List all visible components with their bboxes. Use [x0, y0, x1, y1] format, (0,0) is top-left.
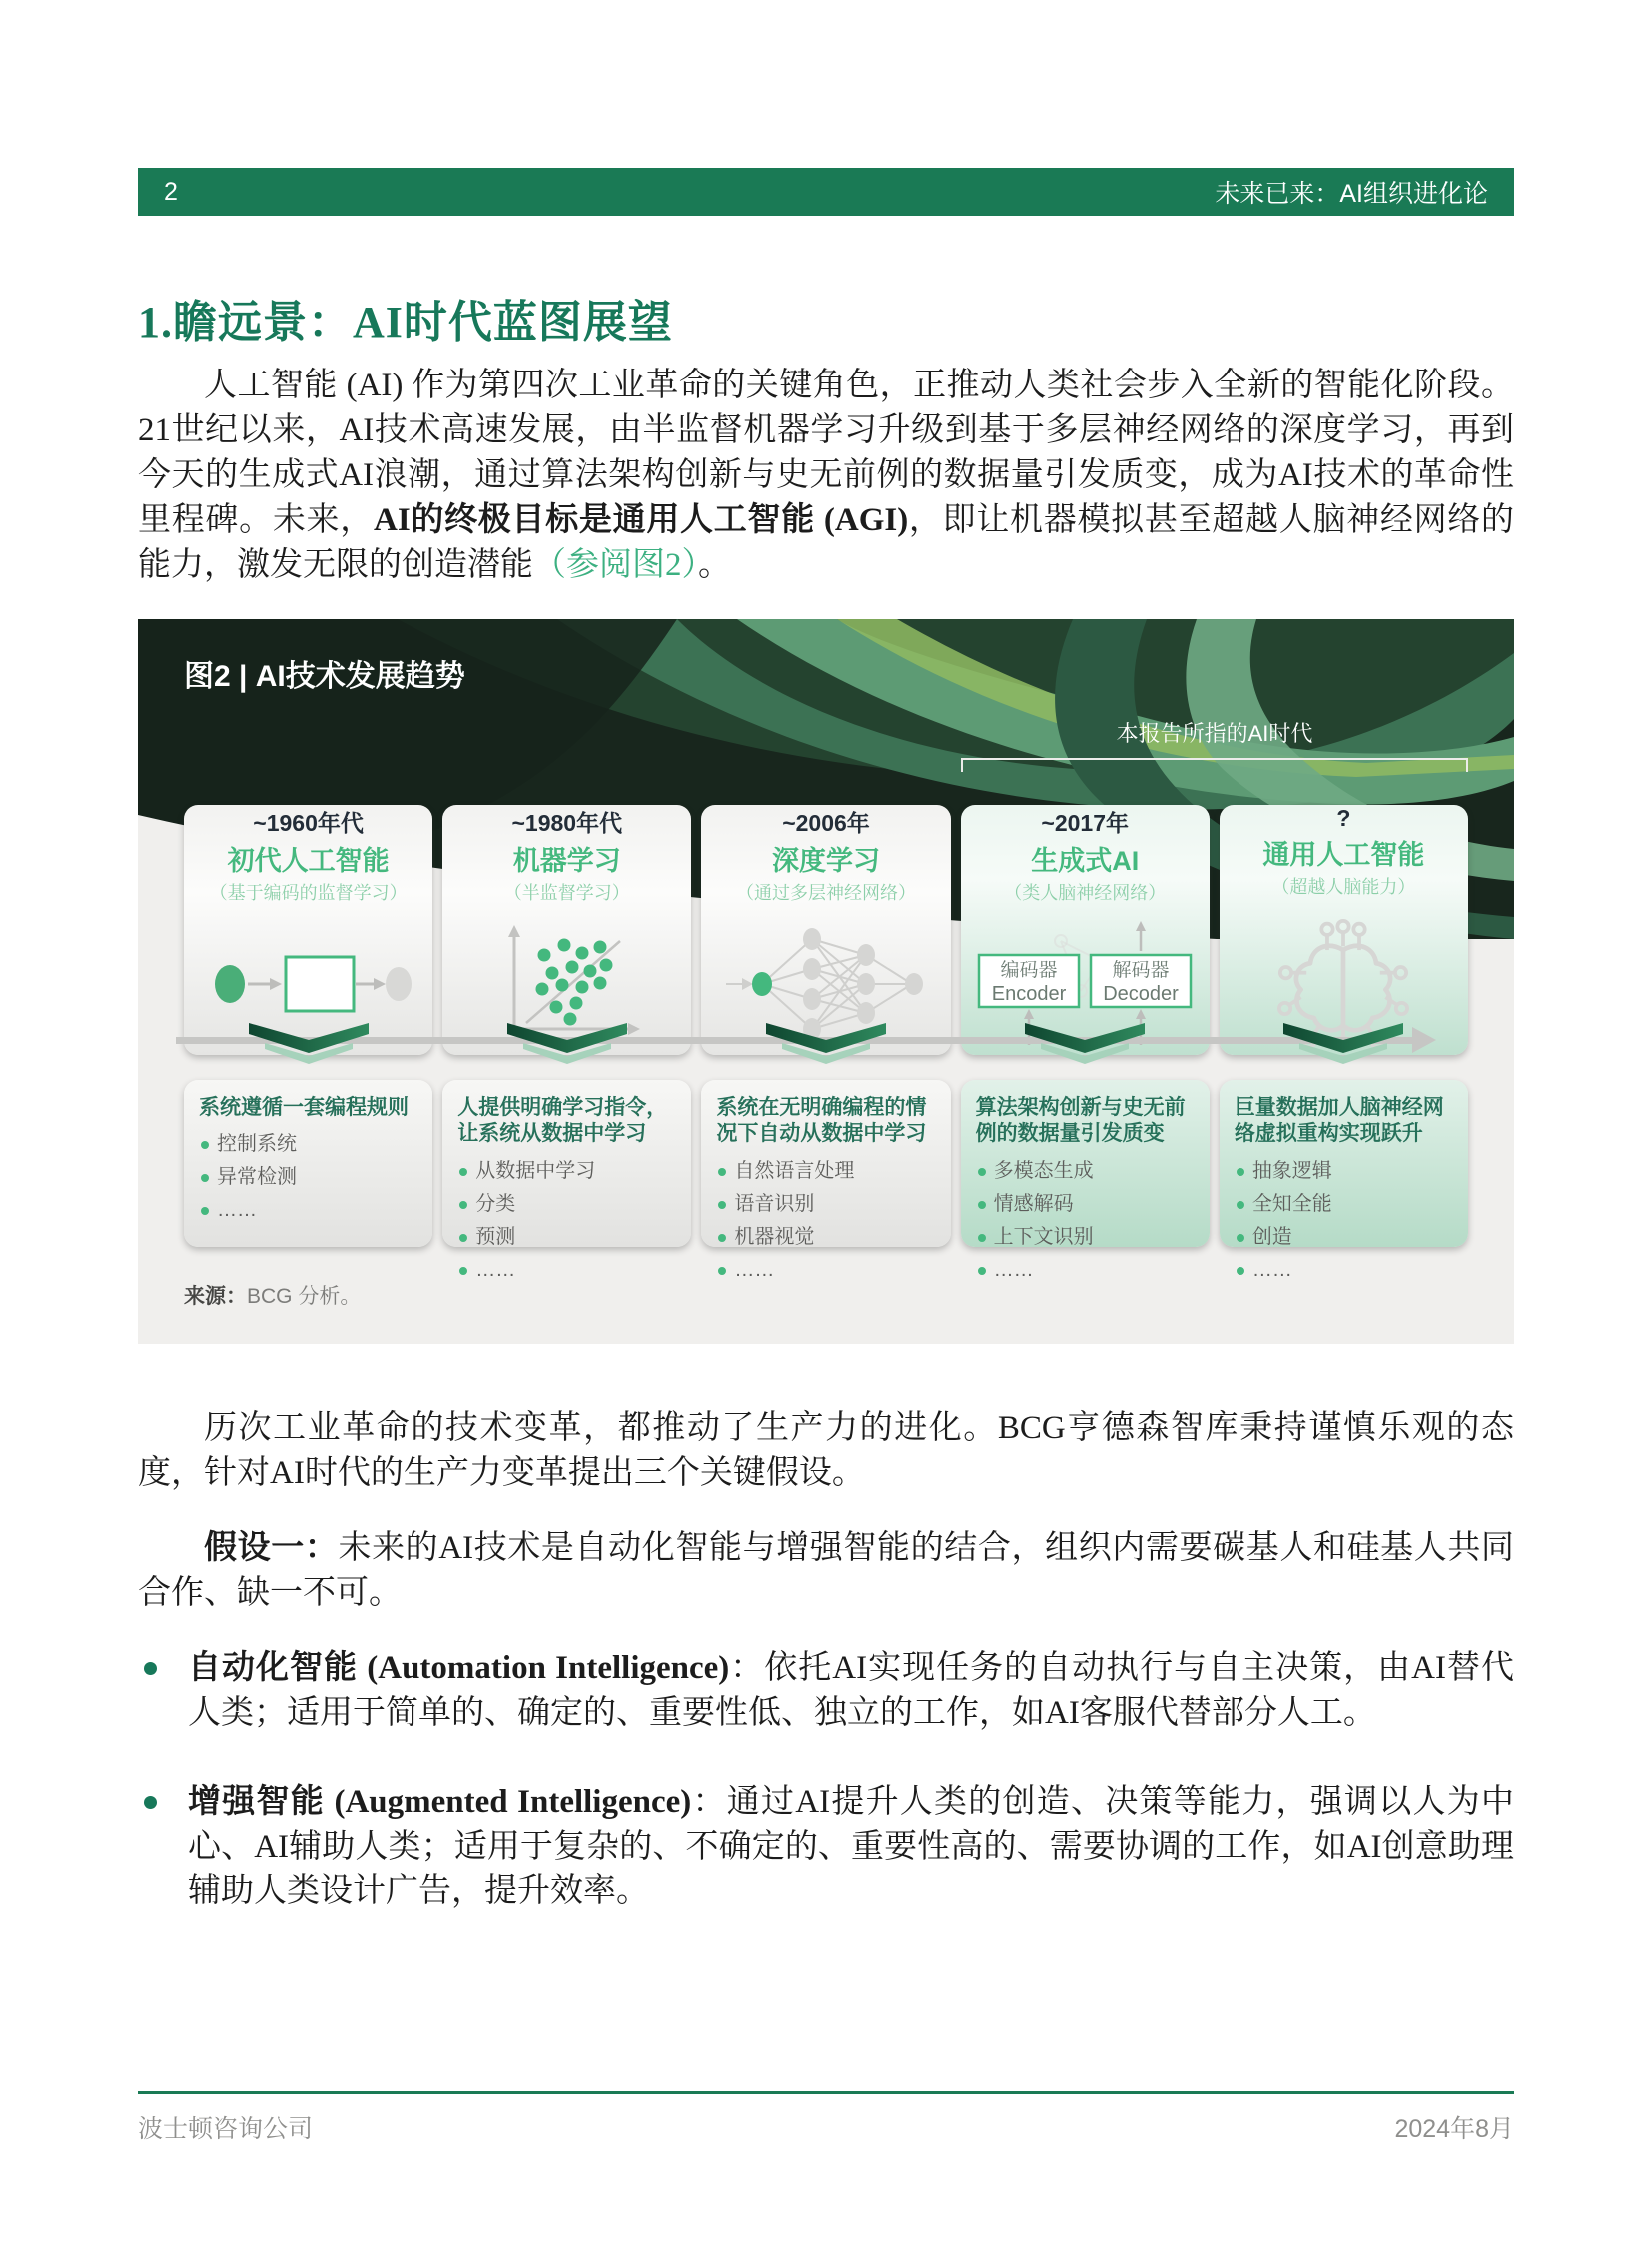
figure-reference-link[interactable]: （参阅图2）	[533, 547, 698, 583]
era-subtitle: （半监督学习）	[503, 883, 630, 903]
term-bold: 自动化智能 (Automation Intelligence)	[188, 1650, 730, 1686]
era-subtitle: （基于编码的监督学习）	[209, 883, 408, 903]
timeline-columns	[184, 789, 1468, 1281]
source-label: 来源：	[184, 1285, 247, 1308]
era-year: ~2006年	[782, 810, 870, 836]
chevron-down-icon	[249, 1023, 369, 1065]
term-definition: ：通过AI提升人类的创造、决策等能力，强调以人为中心、AI辅助人类；适用于复杂的、不确定的、重要性高的、需要协调的工作，如AI创意助理辅助人类设计广告，提升效率。	[188, 1784, 1514, 1909]
era-card	[961, 805, 1210, 1055]
figure-2	[138, 619, 1514, 1344]
running-title: 未来已来：AI组织进化论	[1215, 180, 1488, 208]
list-item: ……	[457, 1254, 676, 1287]
list-item: 全知全能	[1235, 1188, 1453, 1221]
figure-source-note	[184, 1280, 361, 1310]
list-item	[138, 1646, 1514, 1736]
era-description-heading: 系统在无明确编程的情况下自动从数据中学习	[716, 1096, 927, 1145]
list-item: 自然语言处理	[716, 1155, 935, 1188]
era-year: ~2017年	[1041, 810, 1130, 836]
ai-era-bracket	[961, 758, 1468, 772]
chevron-down-icon	[507, 1023, 627, 1065]
page-header-bar	[138, 168, 1514, 216]
chevron-down-icon	[766, 1023, 886, 1065]
era-description-heading: 人提供明确学习指令，让系统从数据中学习	[457, 1096, 668, 1145]
list-item: 语音识别	[716, 1188, 935, 1221]
list-item: 从数据中学习	[457, 1155, 676, 1188]
era-feature-list	[457, 1155, 676, 1287]
list-item: 异常检测	[199, 1161, 417, 1194]
list-item: 抽象逻辑	[1235, 1155, 1453, 1188]
decoder-label-en: Decoder	[1103, 983, 1180, 1005]
ai-era-label: 本报告所指的AI时代	[1116, 721, 1313, 746]
era-card	[184, 805, 432, 1055]
bold-phrase: AI的终极目标是通用人工智能 (AGI)	[373, 502, 909, 538]
era-description-heading: 巨量数据加人脑神经网络虚拟重构实现跃升	[1234, 1096, 1444, 1145]
decoder-label-cn: 解码器	[1112, 960, 1170, 981]
list-item: ……	[976, 1254, 1195, 1287]
era-card	[701, 805, 950, 1055]
footer-company: 波士顿咨询公司	[138, 2115, 314, 2143]
era-feature-list	[716, 1155, 935, 1287]
paragraph-text: 人工智能 (AI) 作为第四次工业革命的关键角色，正推动人类社会步入全新的智能化阶段。21世纪以来，AI技术高速发展，由半监督机器学习升级到基于多层神经网络的深度学习，再到今天的生成式AI浪潮，通过算法架构创新与史无前例的数据量引发质变，成为AI技术的革命性里程碑。未来，	[138, 368, 1514, 538]
era-column-1980s	[442, 789, 691, 1281]
list-item: 创造	[1235, 1221, 1453, 1254]
era-description-heading: 算法架构创新与史无前例的数据量引发质变	[975, 1096, 1186, 1145]
hypothesis-label: 假设一：	[204, 1530, 339, 1566]
list-item: ……	[716, 1254, 935, 1287]
hypothesis-paragraph	[138, 1526, 1514, 1616]
intro-paragraph	[138, 364, 1514, 588]
era-feature-list	[976, 1155, 1195, 1287]
source-text: BCG 分析。	[247, 1285, 362, 1308]
era-subtitle: （通过多层神经网络）	[736, 883, 916, 903]
term-bold: 增强智能 (Augmented Intelligence)	[188, 1784, 692, 1820]
list-item: 分类	[457, 1188, 676, 1221]
timeline-arrow-head	[1412, 1027, 1436, 1053]
era-subtitle: （超越人脑能力）	[1271, 877, 1416, 897]
era-column-1960s	[184, 789, 432, 1247]
list-item: 机器视觉	[716, 1221, 935, 1254]
era-column-2006	[701, 789, 950, 1281]
chevron-down-icon	[1283, 1023, 1403, 1065]
encoder-label-cn: 编码器	[1000, 960, 1058, 981]
era-description-card	[701, 1080, 950, 1281]
list-item: 情感解码	[976, 1188, 1195, 1221]
era-description-card	[1220, 1080, 1468, 1281]
list-item: ……	[199, 1194, 417, 1227]
paragraph-text: ，即让机器模拟甚至超越人脑神经网络的能力，激发无限的创造潜能	[138, 502, 1515, 583]
term-definition: ：依托AI实现任务的自动执行与自主决策，由AI替代人类；适用于简单的、确定的、重要性低、独立的工作，如AI客服代替部分人工。	[188, 1650, 1514, 1731]
chevron-down-icon	[1025, 1023, 1145, 1065]
list-item: ……	[1235, 1254, 1453, 1287]
era-title: 通用人工智能	[1262, 840, 1425, 870]
era-title: 生成式AI	[1031, 846, 1140, 876]
hypothesis-text: 未来的AI技术是自动化智能与增强智能的结合，组织内需要碳基人和硅基人共同合作、缺一不可。	[138, 1530, 1515, 1611]
era-feature-list	[199, 1128, 417, 1227]
list-item	[138, 1780, 1514, 1914]
era-title: 初代人工智能	[227, 846, 390, 876]
footer-divider	[138, 2091, 1514, 2094]
era-card	[442, 805, 691, 1055]
era-subtitle: （类人脑神经网络）	[1004, 883, 1167, 903]
figure-title: 图2 | AI技术发展趋势	[184, 660, 465, 693]
era-title: 深度学习	[772, 846, 880, 876]
era-title: 机器学习	[512, 846, 621, 876]
ai-era-callout	[961, 717, 1468, 772]
era-description-card	[184, 1080, 432, 1247]
era-column-2017	[961, 789, 1210, 1281]
list-item: 上下文识别	[976, 1221, 1195, 1254]
paragraph-text: 。	[698, 547, 731, 583]
footer-date: 2024年8月	[1394, 2115, 1514, 2143]
list-item: 多模态生成	[976, 1155, 1195, 1188]
era-description-card	[442, 1080, 691, 1281]
encoder-label-en: Encoder	[991, 983, 1067, 1005]
era-description-heading: 系统遵循一套编程规则	[199, 1096, 409, 1119]
era-description-card	[961, 1080, 1210, 1281]
intelligence-bullet-list	[138, 1646, 1514, 1914]
body-paragraph: 历次工业革命的技术变革，都推动了生产力的进化。BCG亨德森智库秉持谨慎乐观的态度，针对AI时代的生产力变革提出三个关键假设。	[138, 1410, 1514, 1491]
era-card	[1220, 805, 1468, 1055]
era-year: ?	[1336, 805, 1351, 831]
section-title: 1.瞻远景：AI时代蓝图展望	[138, 298, 673, 347]
page-number: 2	[164, 177, 178, 206]
list-item: 预测	[457, 1221, 676, 1254]
era-column-agi	[1220, 789, 1468, 1281]
era-year: ~1980年代	[511, 810, 623, 836]
list-item: 控制系统	[199, 1128, 417, 1161]
era-feature-list	[1235, 1155, 1453, 1287]
era-year: ~1960年代	[253, 810, 364, 836]
